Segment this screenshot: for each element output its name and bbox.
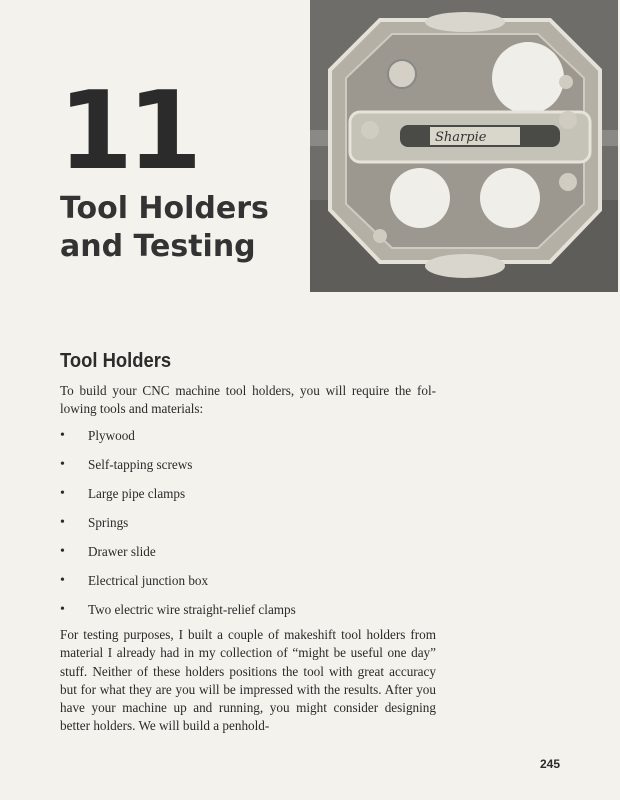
- bullet-icon: •: [60, 515, 65, 530]
- bullet-icon: •: [60, 544, 65, 559]
- list-item-text: Plywood: [88, 428, 135, 443]
- list-item: [60, 425, 440, 454]
- marker-brand-text: Sharpie: [435, 130, 487, 145]
- bullet-icon: •: [60, 457, 65, 472]
- chapter-number: 11: [58, 69, 197, 194]
- section-heading: Tool Holders: [60, 350, 172, 372]
- chapter-photo: [310, 0, 618, 292]
- bullet-icon: •: [60, 486, 65, 501]
- materials-list: [60, 425, 440, 628]
- list-item-text: Springs: [88, 515, 129, 530]
- list-item: [60, 512, 440, 541]
- bullet-icon: •: [60, 602, 65, 617]
- page-number: 245: [540, 757, 561, 771]
- chapter-title: [60, 190, 269, 266]
- list-item: [60, 483, 440, 512]
- intro-paragraph: To build your CNC machine tool holders, you will require the fol-lowing tools and materials:: [60, 383, 436, 416]
- list-item: [60, 454, 440, 483]
- list-item-text: Two electric wire straight-relief clamps: [88, 602, 296, 617]
- list-item-text: Self-tapping screws: [88, 457, 193, 472]
- chapter-title-line-1: Tool Holders: [60, 191, 269, 226]
- list-item-text: Large pipe clamps: [88, 486, 186, 501]
- list-item: [60, 570, 440, 599]
- chapter-title-line-2: and Testing: [60, 229, 256, 264]
- bullet-icon: •: [60, 428, 65, 443]
- list-item: [60, 599, 440, 628]
- list-item: [60, 541, 440, 570]
- bullet-icon: •: [60, 573, 65, 588]
- list-item-text: Drawer slide: [88, 544, 156, 559]
- body-paragraph: For testing purposes, I built a couple of makeshift tool holders from material I already had in my collection of “might be useful one day” stuff. Neither of these holders positions the tool with great accuracy but for what they are you will be impressed with the results. After you have your machine up and running, you might consider designing better holders. We will build a penhold-: [60, 627, 436, 734]
- list-item-text: Electrical junction box: [88, 573, 209, 588]
